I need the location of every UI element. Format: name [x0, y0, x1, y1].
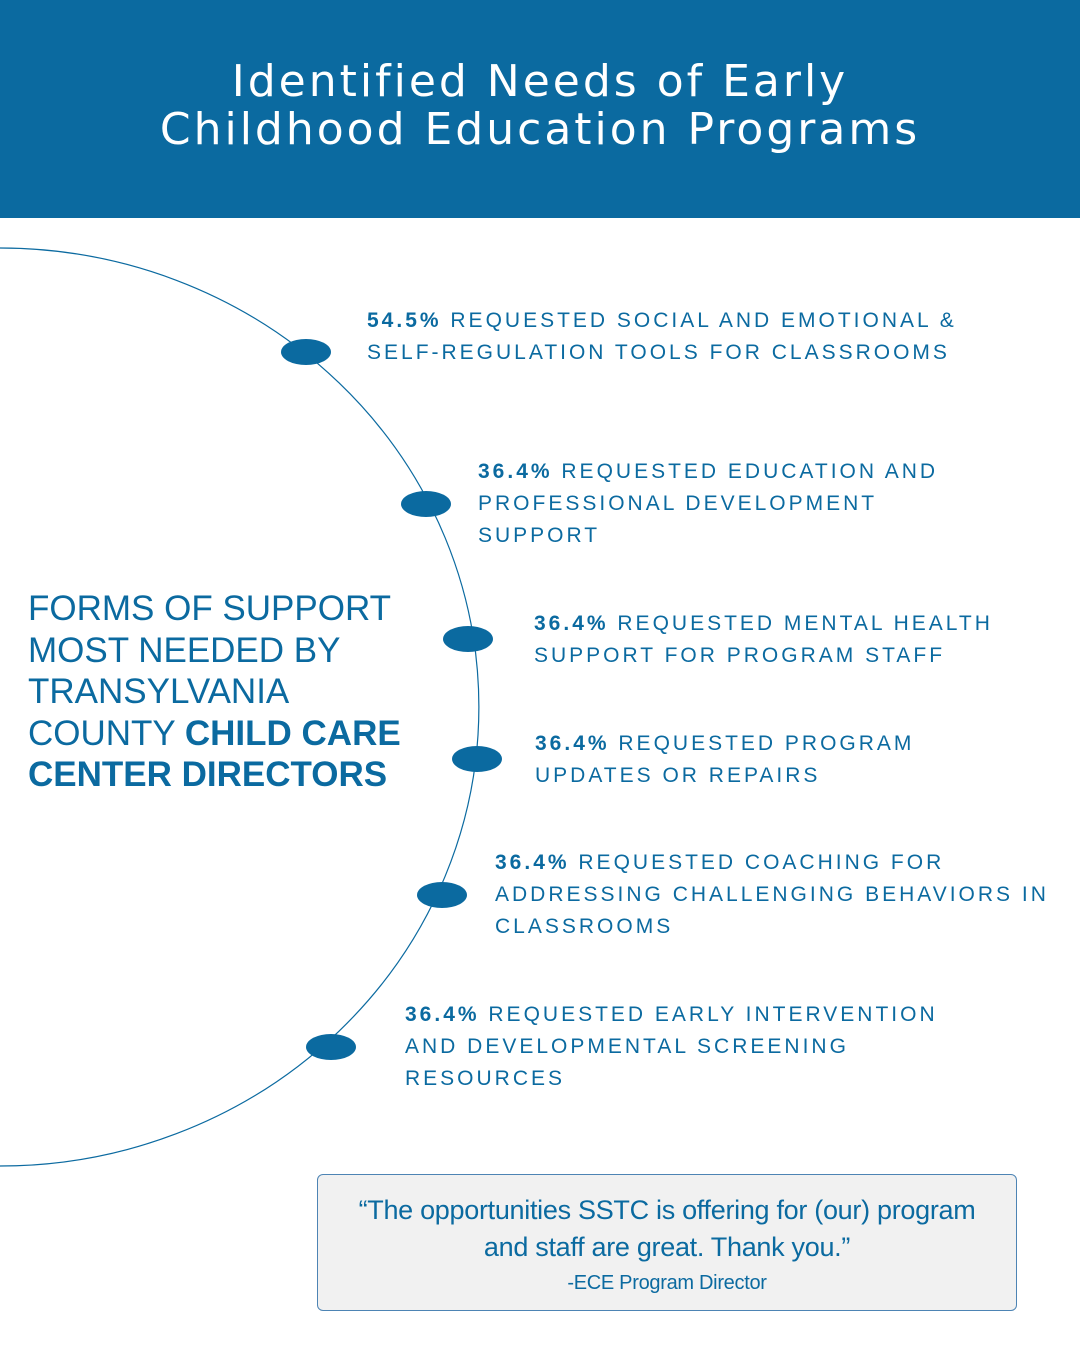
- need-item-1: [367, 305, 967, 369]
- need-item-2: [478, 456, 978, 552]
- need-item-text: REQUESTED EDUCATION AND PROFESSIONAL DEVELOPMENT SUPPORT: [478, 460, 939, 547]
- testimonial-quote-box: [317, 1174, 1017, 1311]
- need-item-3: [534, 608, 1054, 672]
- timeline-dot-4: [452, 746, 502, 772]
- need-item-percent: 36.4%: [495, 851, 570, 874]
- page-title-line-1: Identified Needs of Early: [231, 56, 849, 107]
- need-item-5: [495, 847, 1055, 943]
- need-item-percent: 36.4%: [534, 612, 609, 635]
- need-item-percent: 36.4%: [478, 460, 553, 483]
- need-item-text: REQUESTED MENTAL HEALTH SUPPORT FOR PROGRAM STAFF: [534, 612, 993, 667]
- timeline-dot-1: [281, 339, 331, 365]
- timeline-dot-3: [443, 626, 493, 652]
- testimonial-author: -ECE Program Director: [567, 1272, 767, 1294]
- need-item-text: REQUESTED EARLY INTERVENTION AND DEVELOPMENTAL SCREENING RESOURCES: [405, 1003, 938, 1090]
- need-item-6: [405, 999, 995, 1095]
- timeline-dot-2: [401, 491, 451, 517]
- need-item-percent: 54.5%: [367, 309, 442, 332]
- testimonial-quote-text: “The opportunities SSTC is offering for (our) program and staff are great. Thank you.”: [358, 1195, 976, 1262]
- need-item-percent: 36.4%: [535, 732, 610, 755]
- page-title-line-2: Childhood Education Programs: [159, 104, 921, 155]
- support-heading-bold: CHILD CARE CENTER DIRECTORS: [28, 713, 401, 794]
- timeline-dot-5: [417, 882, 467, 908]
- need-item-percent: 36.4%: [405, 1003, 480, 1026]
- support-heading: [28, 588, 418, 796]
- need-item-4: [535, 728, 965, 792]
- need-item-text: REQUESTED SOCIAL AND EMOTIONAL & SELF-REGULATION TOOLS FOR CLASSROOMS: [367, 309, 957, 364]
- need-item-text: REQUESTED COACHING FOR ADDRESSING CHALLENGING BEHAVIORS IN CLASSROOMS: [495, 851, 1049, 938]
- timeline-dot-6: [306, 1034, 356, 1060]
- support-heading-regular: FORMS OF SUPPORT MOST NEEDED BY TRANSYLVANIA COUNTY: [28, 589, 391, 753]
- need-item-text: REQUESTED PROGRAM UPDATES OR REPAIRS: [535, 732, 915, 787]
